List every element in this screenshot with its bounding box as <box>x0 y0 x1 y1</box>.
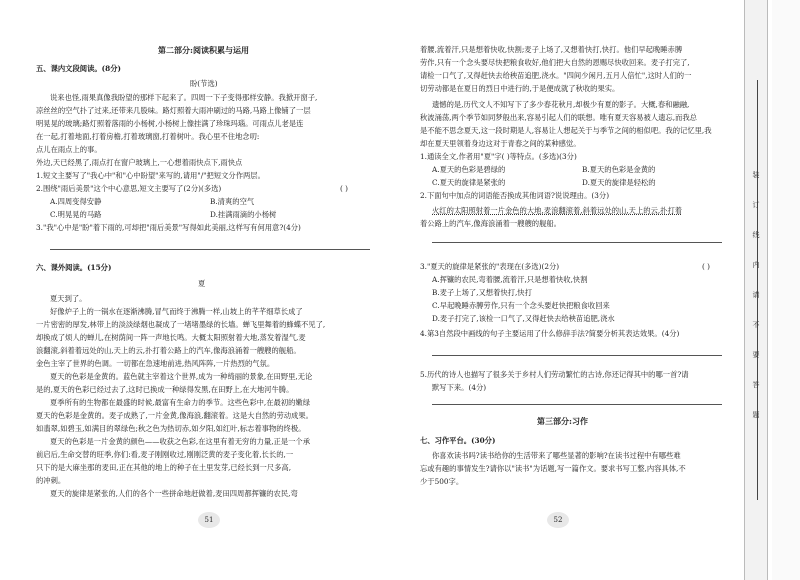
option-c[interactable]: C.早起晚睡赤膊劳作,只有一个念头要赶快把粮食收回来 <box>432 301 610 310</box>
passage-line: 好像炉子上的一锅水在逐渐沸腾,冒气而终于沸腾一样,山坡上的芊芊细草长成了 <box>50 307 303 316</box>
passage-line: 浪翻滚,斜着着远处的山,天上的云,扑打着公路上的汽车,像海浪涌着一艘艘的舰船。 <box>36 346 301 355</box>
answer-line[interactable] <box>432 355 722 356</box>
passage-line: 明晃晃的玻璃;路灯照着落雨的小杨树,小杨树上像挂满了珍珠玛瑙。可雨点儿老是连 <box>36 119 304 128</box>
prompt-line: 你喜欢读书吗?读书给你的生活带来了哪些显著的影响?在读书过程中有哪些难 <box>432 451 681 460</box>
passage-line: 夏天的色彩是金黄的。蓝色就主宰着这个世界,成为一种绮丽的景象,在田野里,无论 <box>50 372 313 381</box>
passage-line: 着腰,流着汗,只是想着快收,快割;麦子上场了,又想着快打,快打。他们早起晚睡赤膊 <box>420 45 683 54</box>
strip-char: 不 <box>752 321 760 329</box>
question-5-2: 2.围绕"雨后美景"这个中心意思,短文主要写了(2分)(多选) <box>36 184 222 193</box>
strip-char: 请 <box>752 291 760 299</box>
passage-line: 请检一口气了,又得赶快去给秧苗追肥,浇水。"四间少闲月,五月人倍忙",这时人们的一 <box>420 71 692 80</box>
option-b[interactable]: B.清爽的空气 <box>210 197 255 206</box>
passage-line: 凉丝丝的空气扑了过来,还带来几股味。路灯照着大雨冲刷过的马路,马路上像铺了一层 <box>36 106 311 115</box>
page-number: 52 <box>547 512 569 528</box>
page-edge <box>772 0 800 580</box>
section-7-title: 七、习作平台。(30分) <box>420 436 496 445</box>
answer-line[interactable] <box>432 242 722 243</box>
quoted-sentence: 火红的太阳照射着一片金色的大地,麦浪翻滚着,斜着远处的山,天上的云,扑打着 <box>432 206 683 215</box>
passage-line: 前启后,生命交替的旺季,你们:看,麦子刚刚收过,刚刚泛黄的麦子变化着,长长的,一 <box>36 450 294 459</box>
strip-char: 装 <box>752 171 760 179</box>
option-c[interactable]: C.明晃晃的马路 <box>50 210 102 219</box>
passage-line: 外边,天已经黑了,雨点打在窗户玻璃上,一心想着雨快点下,雨快点 <box>36 158 243 167</box>
option-c[interactable]: C.夏天的旋律是紧张的 <box>432 178 506 187</box>
option-a[interactable]: A.挥镰的农民,弯着腰,流着汗,只是想着快收,快割 <box>432 275 588 284</box>
part-title: 第二部分:阅读积累与运用 <box>158 45 249 55</box>
option-d[interactable]: D.夏天的旋律是轻松的 <box>582 178 656 187</box>
answer-paren[interactable]: ( ) <box>702 262 711 271</box>
question-5-1: 1.短文主要写了"我心中"和"心中盼望"来写的,请用"/"把短文分作两层。 <box>36 171 265 180</box>
passage-line: 夏天到了。 <box>50 294 87 303</box>
passage-line: 夏天的色彩是金黄的。麦子成熟了,一片金黄,像海浪,翻滚着。这是大自然的劳动成果。 <box>36 411 313 420</box>
strip-char: 题 <box>752 411 760 419</box>
passage-line: 点儿在雨点上的事。 <box>36 145 102 154</box>
passage-line: 遗憾的是,历代文人不知写下了多少春花秋月,却极少有夏的影子。大概,春和融融, <box>432 100 690 109</box>
strip-char: 线 <box>752 231 760 239</box>
answer-line[interactable] <box>50 249 370 250</box>
page-number: 51 <box>198 512 220 528</box>
passage-title: 盼(节选) <box>190 79 218 88</box>
strip-char: 要 <box>752 351 760 359</box>
question-6-5-line2: 默写下来。(4分) <box>432 383 487 392</box>
passage-line: 一片密密的厚发,林带上的淡淡绿烟也凝成了一堵堵墨绿的长墙。蝉飞里舞着的蜂蝶不见了, <box>36 320 326 329</box>
passage-line: 夏天的色彩是一片金黄的颜色——收获之色彩,在这里有着无穷的力量,正是一个承 <box>50 437 311 446</box>
answer-line[interactable] <box>432 404 722 405</box>
option-b[interactable]: B.夏天的色彩是金黄的 <box>582 165 656 174</box>
strip-char: 答 <box>752 381 760 389</box>
option-d[interactable]: D.麦子打完了,该检一口气了,又得赶快去给秧苗追肥,浇水 <box>432 314 615 323</box>
part-3-title: 第三部分:习作 <box>537 416 588 426</box>
option-b[interactable]: B.麦子上场了,又想着快打,快打 <box>432 288 532 297</box>
passage-line: 只下的是大麻坐那的麦田,正在其他的地上的种子在土里发芽,已经长到一尺多高, <box>36 463 292 472</box>
passage-line: 如翡翠,如碧玉,如满目的翠绿色;秋之色为热切赤,如夕阳,如红叶,标志着事物的终极。 <box>36 424 306 433</box>
question-6-1: 1.通读全文,作者用"夏"字( )等特点。(多选)(3分) <box>420 152 577 161</box>
section-5-title: 五、课内文段阅读。(8分) <box>36 64 121 73</box>
passage-line: 夏季所有的生物都在最盛的时候,最富有生命力的季节。这些色彩中,在最初的嫩绿 <box>50 398 311 407</box>
right-page <box>402 0 742 580</box>
question-6-4: 4.第3自然段中画线的句子主要运用了什么修辞手法?简要分析其表达效果。(4分) <box>420 329 680 338</box>
passage-line: 金色主宰了世界的色调。一切都在急速地前进,热风阵阵,一片热烈的气氛。 <box>36 359 275 368</box>
binding-strip <box>744 0 768 580</box>
passage-line: 秋波涌荡,两个季节如同梦般出来,容易引起人们的联想。唯有夏天容易被人遗忘,而我总 <box>420 113 697 122</box>
left-page <box>0 0 398 580</box>
quoted-sentence: 着公路上的汽车,像海浪涌着一艘艘的舰船。 <box>420 219 561 228</box>
answer-paren[interactable]: ( ) <box>340 184 349 193</box>
passage-line: 却在夏天里领着身边这对于青春之间的某种感觉。 <box>420 139 581 148</box>
question-5-3: 3."我"心中是"盼"着下雨的,可却把"雨后美景"写得如此美丽,这样写有何用意?(4分) <box>36 223 301 232</box>
passage-title: 夏 <box>198 279 206 288</box>
prompt-line: 忘或有趣的事情发生?请你以"读书"为话题,写一篇作文。要求书写工整,内容具体,不 <box>420 464 686 473</box>
passage-line: 在一起,打着地面,打着房檐,打着玻璃窗,打着树叶。我心里不住地念叨: <box>36 132 260 141</box>
strip-char: 订 <box>752 201 760 209</box>
passage-line: 的冲刺。 <box>36 476 66 485</box>
passage-line: 劳作,只有一个念头要尽快把粮食收好,他们把大自然的恩赐尽快收回来。麦子打完了, <box>420 58 690 67</box>
section-6-title: 六、课外阅读。(15分) <box>36 263 112 272</box>
passage-line: 却换成了烦人的蝉儿,在树荫间一阵一声地长鸣。大概太阳照射着大地,蒸发着湿气,麦 <box>36 333 306 342</box>
passage-line: 是不能不思念夏天,这一段时期是人,容易让人想起关于与季节之间的相似吧。我的记忆里,我 <box>420 126 712 135</box>
passage-line: 切劳动都是在夏日的烈日中进行的,于是便成就了秋收的果实。 <box>420 84 620 93</box>
question-6-5: 5.历代的诗人也描写了很多关于乡村人们劳动繁忙的古诗,你还记得其中的哪一首?请 <box>420 370 689 379</box>
option-a[interactable]: A.夏天的色彩是碧绿的 <box>432 165 506 174</box>
prompt-line: 少于500字。 <box>420 477 464 486</box>
strip-char: 内 <box>752 261 760 269</box>
passage-line: 说来也怪,雨果真像我盼望的那样下起来了。四周一下子变得那样安静。我掀开窗子, <box>50 93 318 102</box>
option-a[interactable]: A.四周变得安静 <box>50 197 102 206</box>
passage-line: 夏天的旋律是紧张的,人们的各个一些拼命地赶做着,麦田四周都挥镰的农民,弯 <box>50 489 298 498</box>
question-6-2: 2.下面句中加点的词语能否换成其他词语?说说理由。(3分) <box>420 191 610 200</box>
passage-line: 是的,夏天的色彩已经过去了,这时已换成一种绿得发黑,在田野上,在大地河牛腾。 <box>36 385 294 394</box>
question-6-3: 3."夏天的旋律是紧张的"表现在(多选)(2分) <box>420 262 560 271</box>
option-d[interactable]: D.挂满雨滴的小杨树 <box>210 210 277 219</box>
